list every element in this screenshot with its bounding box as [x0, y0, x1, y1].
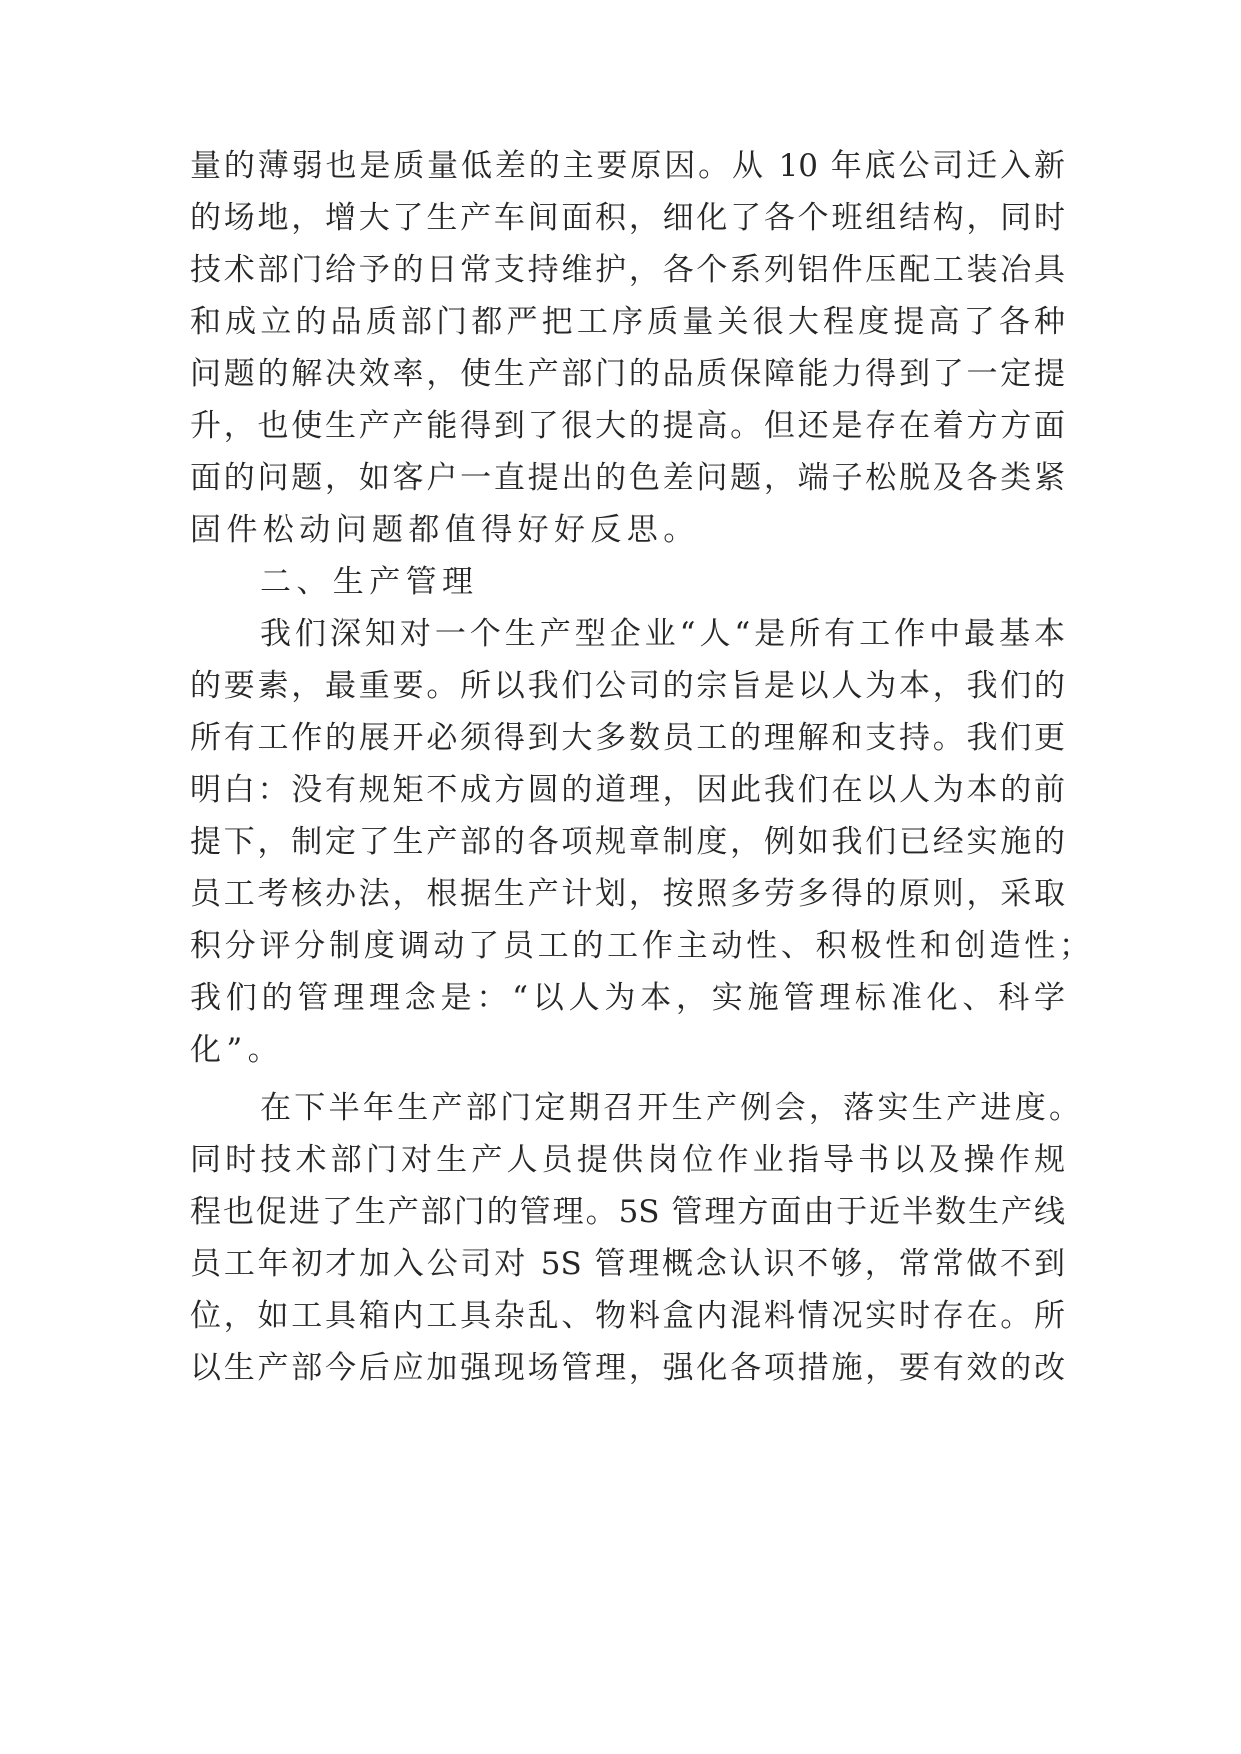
text-line: 所有工作的展开必须得到大多数员工的理解和支持。我们更 — [190, 720, 1065, 756]
text-line: 员工年初才加入公司对 5S 管理概念认识不够，常常做不到 — [190, 1246, 1065, 1282]
text-line: 问题的解决效率，使生产部门的品质保障能力得到了一定提 — [190, 356, 1065, 392]
text-line: 我们的管理理念是：“以人为本，实施管理标准化、科学 — [190, 980, 1065, 1016]
text-line: 化”。 — [190, 1032, 285, 1068]
text-line: 量的薄弱也是质量低差的主要原因。从 10 年底公司迁入新 — [190, 148, 1065, 184]
text-line: 和成立的品质部门都严把工序质量关很大程度提高了各种 — [190, 304, 1065, 340]
text-line: 的要素，最重要。所以我们公司的宗旨是以人为本，我们的 — [190, 668, 1065, 704]
text-line: 明白：没有规矩不成方圆的道理，因此我们在以人为本的前 — [190, 772, 1065, 808]
section-heading: 二、生产管理 — [260, 564, 479, 600]
text-line: 积分评分制度调动了员工的工作主动性、积极性和创造性； — [190, 928, 1090, 964]
text-line: 升，也使生产产能得到了很大的提高。但还是存在着方方面 — [190, 408, 1065, 444]
text-line: 提下，制定了生产部的各项规章制度，例如我们已经实施的 — [190, 824, 1065, 860]
text-line: 位，如工具箱内工具杂乱、物料盒内混料情况实时存在。所 — [190, 1298, 1065, 1334]
text-line: 程也促进了生产部门的管理。5S 管理方面由于近半数生产线 — [190, 1194, 1065, 1230]
text-line: 同时技术部门对生产人员提供岗位作业指导书以及操作规 — [190, 1142, 1065, 1178]
text-line: 固件松动问题都值得好好反思。 — [190, 512, 700, 548]
text-line: 员工考核办法，根据生产计划，按照多劳多得的原则，采取 — [190, 876, 1065, 912]
text-line: 技术部门给予的日常支持维护，各个系列铝件压配工装冶具 — [190, 252, 1065, 288]
text-line: 我们深知对一个生产型企业“人“是所有工作中最基本 — [260, 616, 1065, 652]
text-line: 面的问题，如客户一直提出的色差问题，端子松脱及各类紧 — [190, 460, 1065, 496]
text-line: 的场地，增大了生产车间面积，细化了各个班组结构，同时 — [190, 200, 1065, 236]
text-line: 在下半年生产部门定期召开生产例会，落实生产进度。 — [260, 1090, 1080, 1126]
text-line: 以生产部今后应加强现场管理，强化各项措施，要有效的改 — [190, 1350, 1065, 1386]
